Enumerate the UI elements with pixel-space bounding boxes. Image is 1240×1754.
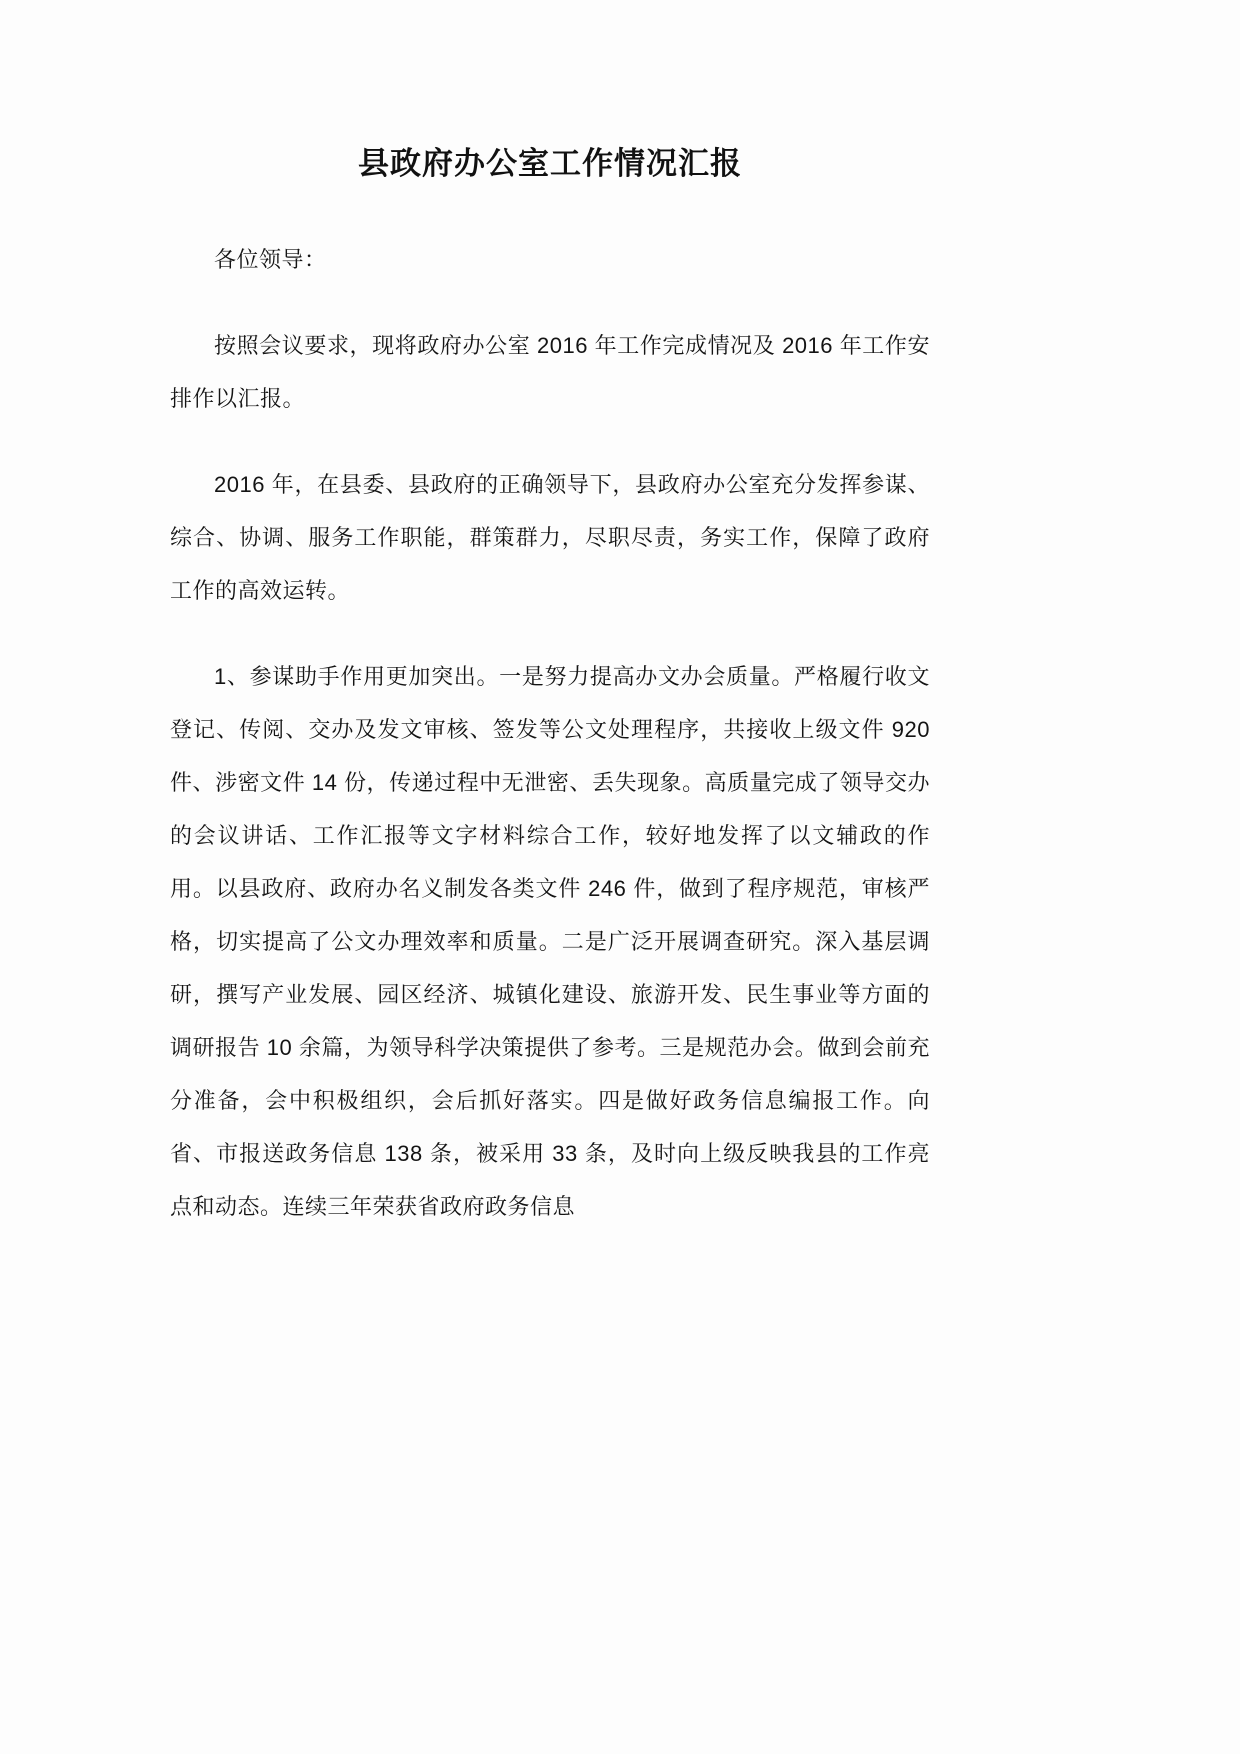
document-title: 县政府办公室工作情况汇报 — [358, 146, 742, 181]
paragraph-overview: 2016 年，在县委、县政府的正确领导下，县政府办公室充分发挥参谋、综合、协调、服务工作职能，群策群力，尽职尽责，务实工作，保障了政府工作的高效运转。 — [170, 472, 930, 604]
paragraph-intro: 按照会议要求，现将政府办公室 2016 年工作完成情况及 2016 年工作安排作以汇报。 — [170, 333, 930, 412]
paragraph-section-1: 1、参谋助手作用更加突出。一是努力提高办文办会质量。严格履行收文登记、传阅、交办及发文审核、签发等公文处理程序，共接收上级文件 920 件、涉密文件 14 份，传递过程中无泄密、丢失现象。高质量完成了领导交办的会议讲话、工作汇报等文字材料综合工作，较好地发挥了以文辅政的作用。以县政府、政府办名义制发各类文件 246 件，做到了程序规范，审核严格，切实提高了公文办理效率和质量。二是广泛开展调查研究。深入基层调研，撰写产业发展、园区经济、城镇化建设、旅游开发、民生事业等方面的调研报告 10 余篇，为领导科学决策提供了参考。三是规范办会。做到会前充分准备，会中积极组织，会后抓好落实。四是做好政务信息编报工作。向省、市报送政务信息 138 条，被采用 33 条，及时向上级反映我县的工作亮点和动态。连续三年荣获省政府政务信息 — [170, 664, 930, 1220]
paragraph-greeting: 各位领导： — [214, 247, 327, 273]
